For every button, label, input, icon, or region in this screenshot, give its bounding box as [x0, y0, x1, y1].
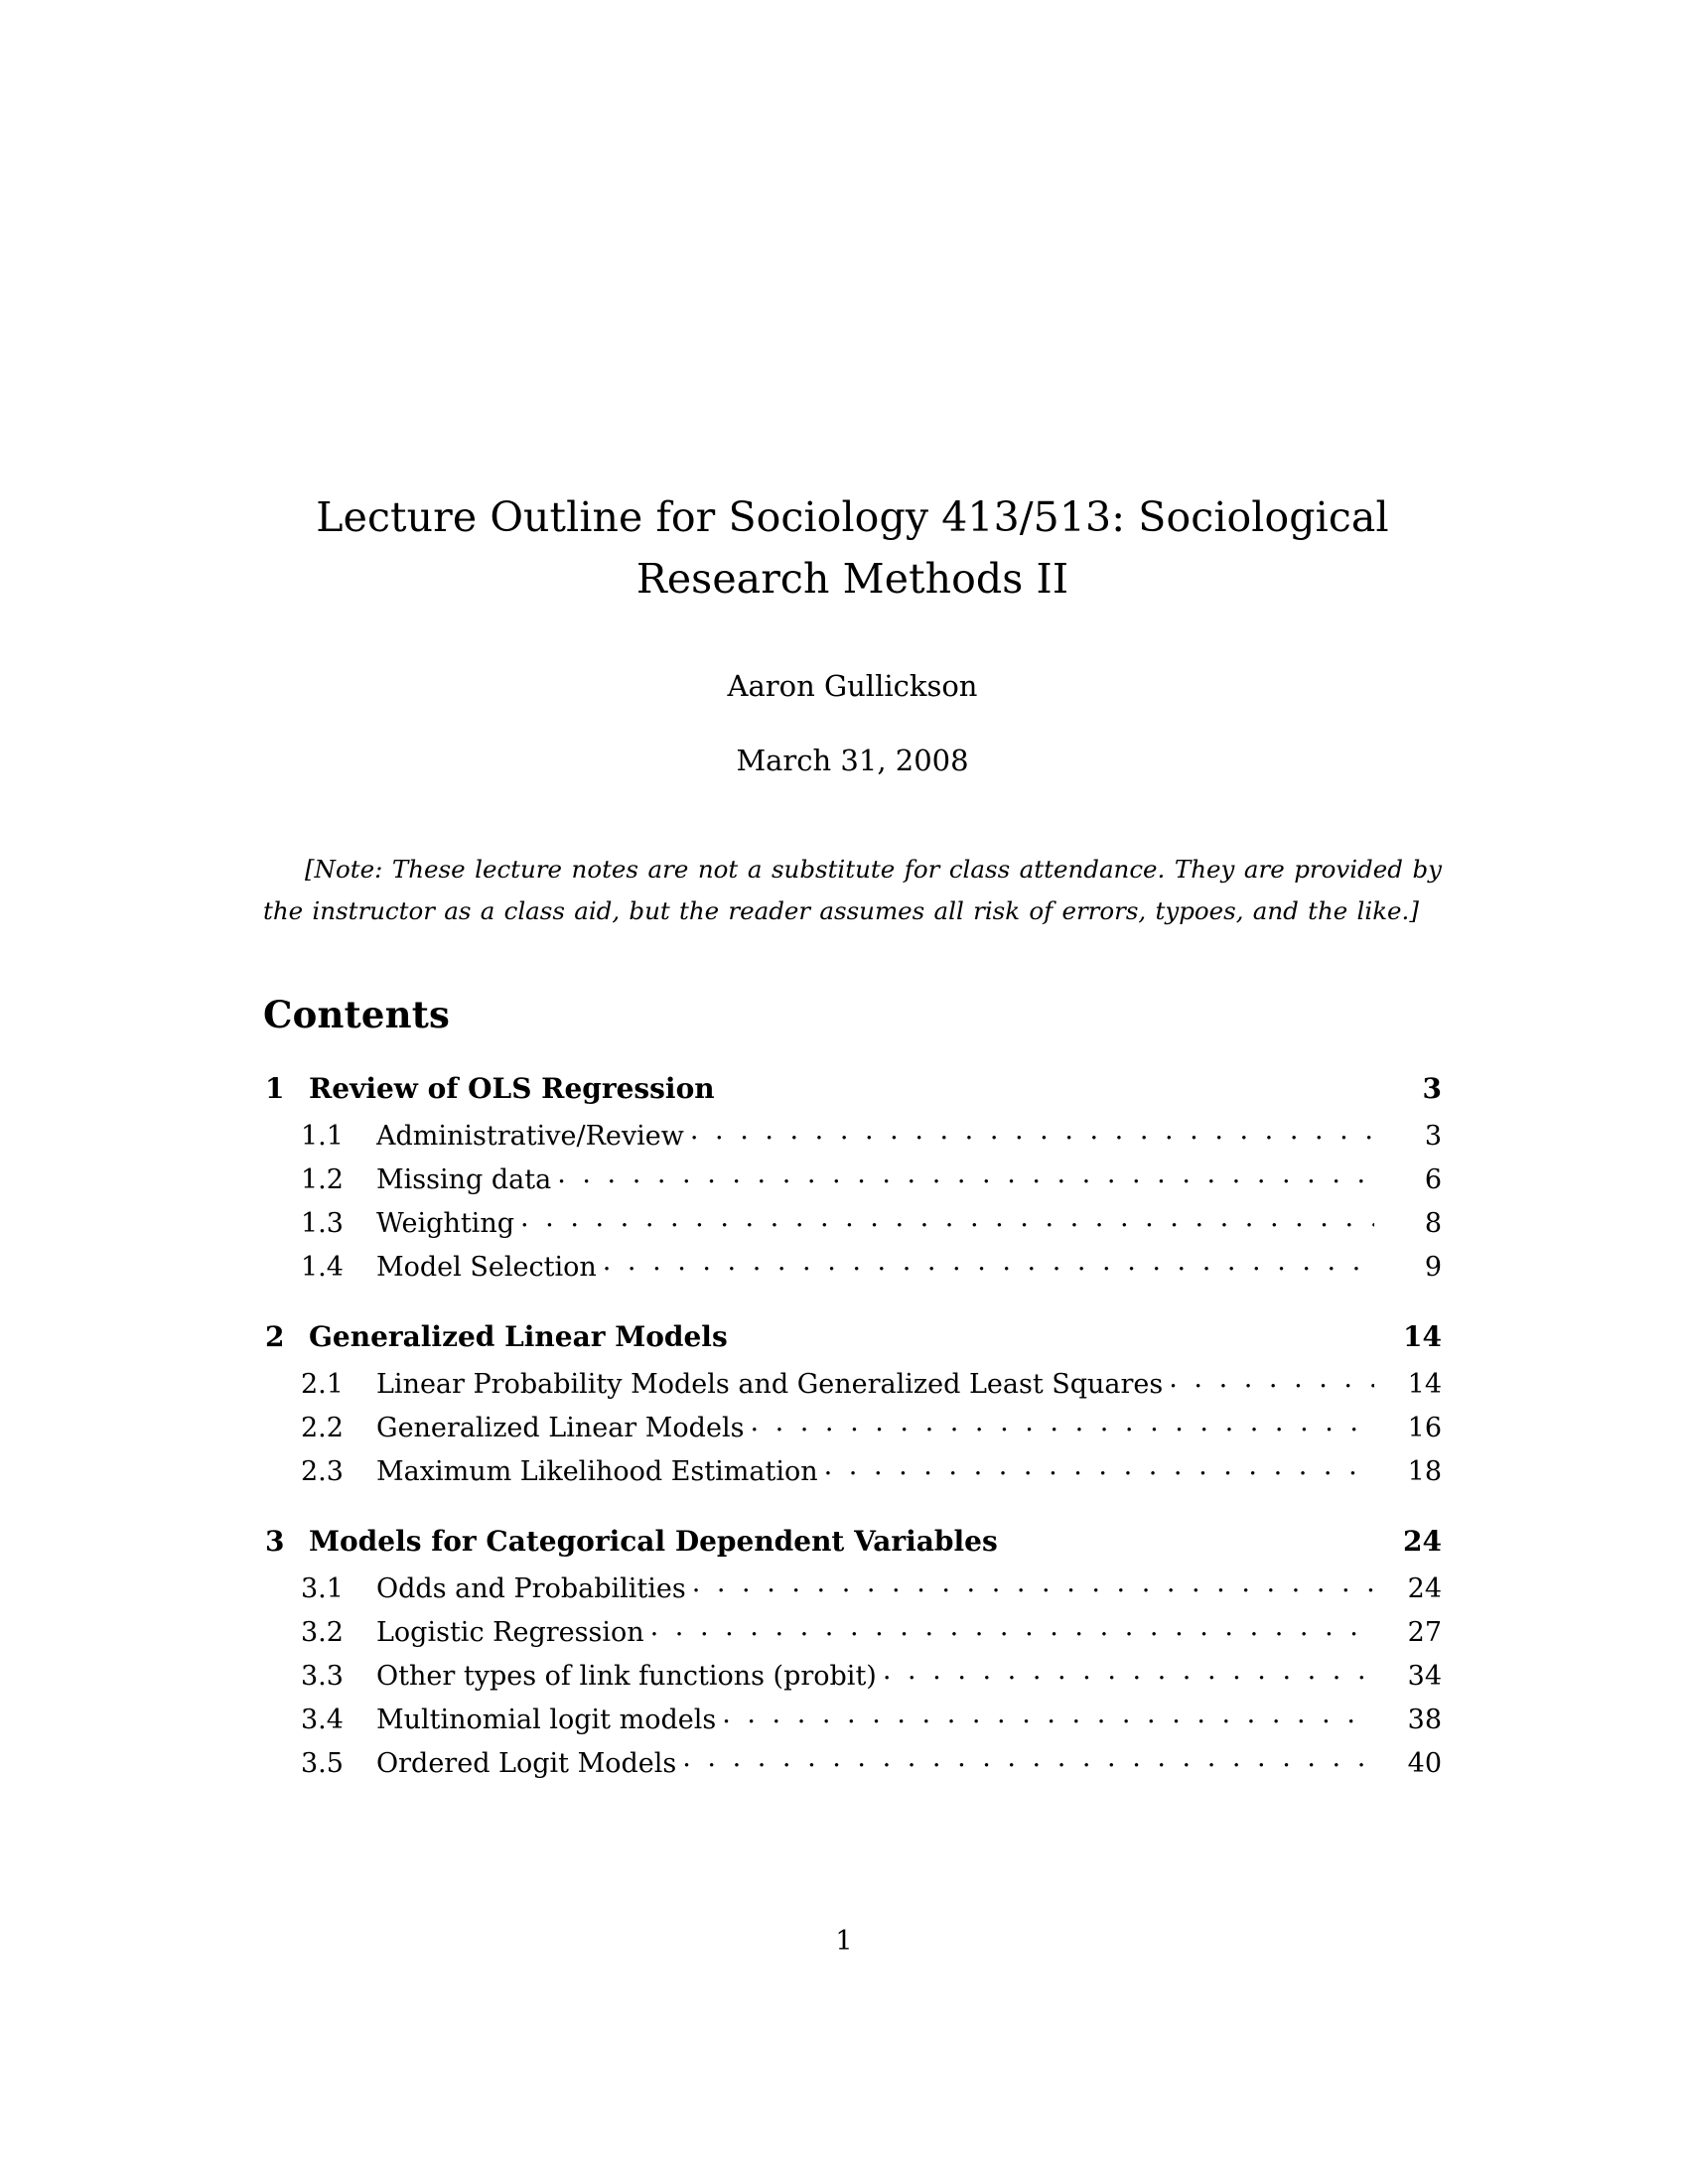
toc-entry-page: 9	[1424, 1252, 1442, 1283]
toc-dot-leader	[603, 1249, 1374, 1276]
toc-entry-label: Missing data	[376, 1164, 552, 1195]
toc-group	[263, 1318, 1442, 1497]
toc-entry-page: 24	[1403, 1525, 1442, 1558]
toc-entry-label: Logistic Regression	[376, 1617, 644, 1648]
toc-entry-number: 3.3	[301, 1661, 344, 1692]
toc-entry-page: 3	[1422, 1072, 1442, 1105]
toc-entry-label: Weighting	[376, 1208, 514, 1239]
toc-section-row[interactable]	[263, 1205, 1442, 1249]
toc-dot-leader	[750, 1410, 1374, 1436]
toc-chapter-row[interactable]	[263, 1318, 1442, 1366]
page-number: 1	[835, 1926, 853, 1957]
toc-dot-leader	[1169, 1366, 1374, 1393]
editorial-note: [Note: These lecture notes are not a substitute for class attendance. They are provided by the instructor as a class aid, but the reader assumes all risk of errors, typoes, and the like.]	[263, 855, 1442, 926]
toc-section-row[interactable]	[263, 1118, 1442, 1161]
toc-entry-label: Other types of link functions (probit)	[376, 1661, 877, 1692]
toc-entry-page: 16	[1407, 1413, 1442, 1443]
toc-entry-label: Maximum Likelihood Estimation	[376, 1456, 818, 1487]
toc-entry-number: 2	[265, 1320, 285, 1353]
toc-entry-label: Models for Categorical Dependent Variables	[309, 1525, 998, 1558]
toc-section-row[interactable]	[263, 1570, 1442, 1614]
toc-entry-label: Administrative/Review	[376, 1121, 684, 1152]
toc-entry-number: 1.1	[301, 1121, 344, 1152]
toc-entry-label: Generalized Linear Models	[309, 1320, 728, 1353]
title-block	[263, 486, 1442, 780]
toc-entry-page: 18	[1407, 1456, 1442, 1487]
toc-entry-number: 1	[265, 1072, 285, 1105]
toc-section-row[interactable]	[263, 1366, 1442, 1410]
toc-entry-label: Multinomial logit models	[376, 1705, 717, 1735]
toc-section-row[interactable]	[263, 1702, 1442, 1745]
toc-dot-leader	[520, 1205, 1374, 1232]
toc-dot-leader	[721, 1070, 1374, 1098]
toc-section-row[interactable]	[263, 1658, 1442, 1702]
toc-entry-page: 24	[1407, 1573, 1442, 1604]
toc-entry-page: 14	[1403, 1320, 1442, 1353]
toc-entry-number: 1.4	[301, 1252, 344, 1283]
toc-section-row[interactable]	[263, 1614, 1442, 1658]
page-footer	[0, 1926, 1688, 1957]
toc-entry-number: 1.3	[301, 1208, 344, 1239]
toc-entry-label: Generalized Linear Models	[376, 1413, 745, 1443]
toc-section-row[interactable]	[263, 1453, 1442, 1497]
toc-dot-leader	[557, 1161, 1374, 1188]
toc-entry-label: Ordered Logit Models	[376, 1748, 677, 1779]
toc-chapter-row[interactable]	[263, 1523, 1442, 1570]
toc-entry-number: 3	[265, 1525, 285, 1558]
toc-section-row[interactable]	[263, 1745, 1442, 1789]
toc-section-row[interactable]	[263, 1410, 1442, 1453]
toc-entry-number: 1.2	[301, 1164, 344, 1195]
toc-dot-leader	[682, 1745, 1374, 1772]
toc-entry-number: 3.2	[301, 1617, 344, 1648]
toc-dot-leader	[692, 1570, 1374, 1597]
toc-entry-number: 2.1	[301, 1369, 344, 1400]
toc-dot-leader	[824, 1453, 1374, 1480]
toc-section-row[interactable]	[263, 1249, 1442, 1293]
toc-entry-page: 38	[1407, 1705, 1442, 1735]
toc-entry-page: 14	[1407, 1369, 1442, 1400]
toc-entry-number: 2.2	[301, 1413, 344, 1443]
document-title: Lecture Outline for Sociology 413/513: Sociological Research Methods II	[316, 493, 1389, 604]
toc-entry-number: 3.1	[301, 1573, 344, 1604]
toc-entry-number: 3.5	[301, 1748, 344, 1779]
contents-heading: Contents	[263, 993, 451, 1036]
toc-entry-number: 2.3	[301, 1456, 344, 1487]
toc-entry-label: Linear Probability Models and Generalized Least Squares	[376, 1369, 1164, 1400]
document-author: Aaron Gullickson	[727, 668, 978, 703]
toc-dot-leader	[883, 1658, 1374, 1685]
toc-dot-leader	[1004, 1523, 1374, 1551]
toc-group	[263, 1523, 1442, 1789]
table-of-contents	[263, 1070, 1442, 1789]
toc-entry-page: 6	[1424, 1164, 1442, 1195]
toc-entry-page: 40	[1407, 1748, 1442, 1779]
toc-entry-page: 3	[1424, 1121, 1442, 1152]
toc-entry-page: 27	[1407, 1617, 1442, 1648]
toc-chapter-row[interactable]	[263, 1070, 1442, 1118]
toc-group	[263, 1070, 1442, 1293]
toc-entry-label: Model Selection	[376, 1252, 597, 1283]
toc-dot-leader	[650, 1614, 1374, 1641]
toc-dot-leader	[734, 1318, 1374, 1346]
document-date: March 31, 2008	[736, 744, 969, 778]
toc-dot-leader	[690, 1118, 1374, 1145]
toc-entry-page: 34	[1407, 1661, 1442, 1692]
toc-entry-page: 8	[1424, 1208, 1442, 1239]
toc-dot-leader	[722, 1702, 1374, 1728]
toc-entry-label: Review of OLS Regression	[309, 1072, 715, 1105]
toc-section-row[interactable]	[263, 1161, 1442, 1205]
toc-entry-number: 3.4	[301, 1705, 344, 1735]
toc-entry-label: Odds and Probabilities	[376, 1573, 686, 1604]
